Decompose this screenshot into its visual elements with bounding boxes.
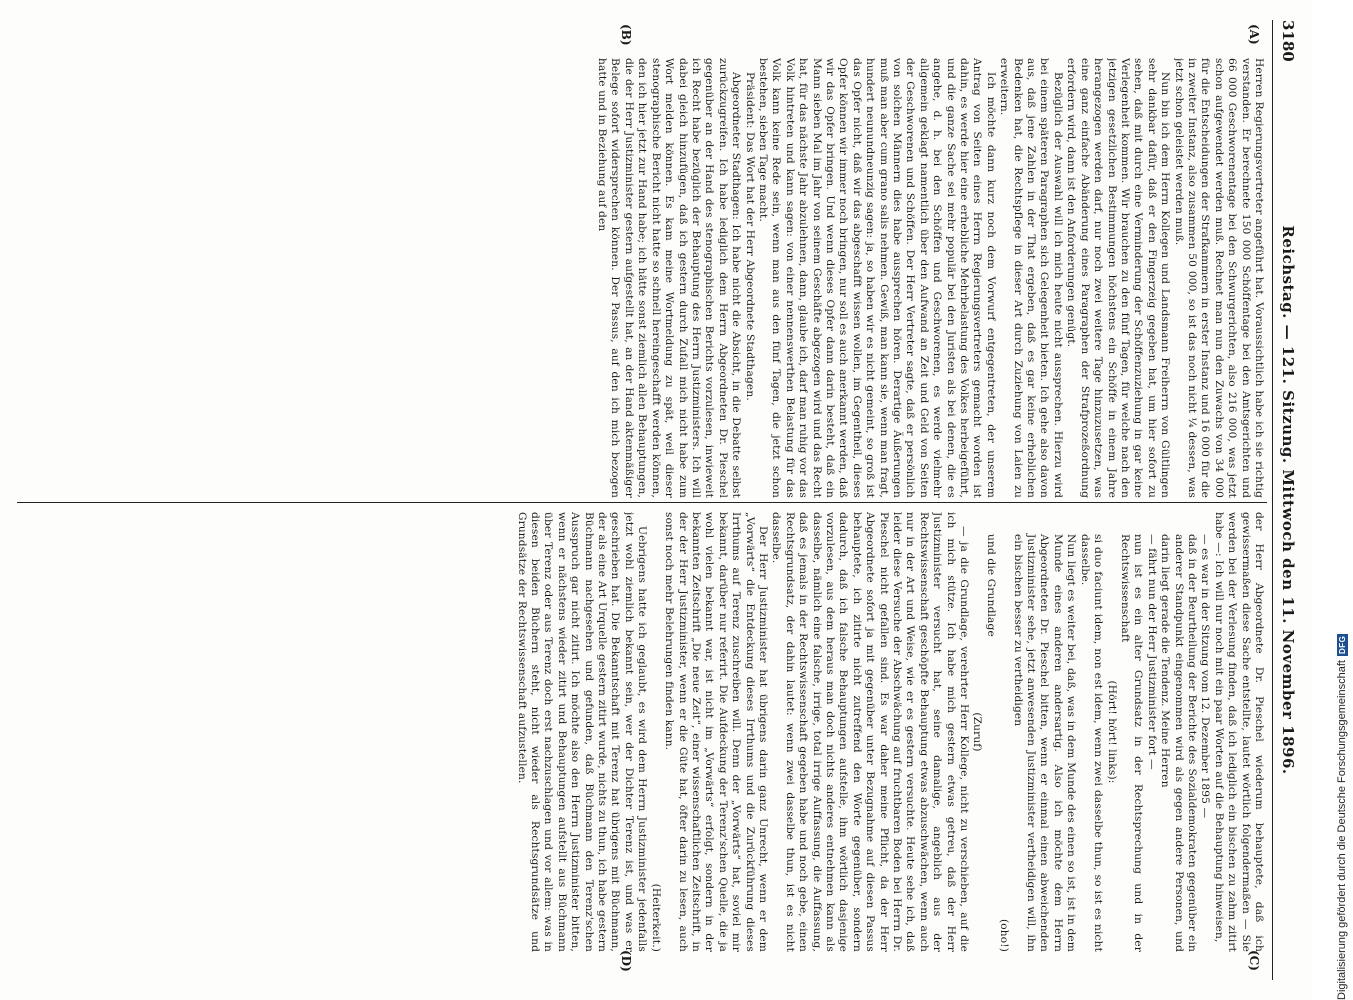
- margin-marker-d: (D): [619, 950, 633, 972]
- digitization-credit: [1336, 634, 1348, 1000]
- left-column: [20, 58, 1265, 498]
- page-number: 3180: [1279, 20, 1297, 62]
- credit-text: Digitalisierung gefördert durch die Deutsche Forschungsgemeinschaft: [1336, 660, 1348, 1000]
- speaker-paragraph: Abgeordneter Stadthagen: Ich habe nicht die Absicht, in die Debatte selbst zurückzugreifen. Ich habe lediglich dem Herrn Abgeordneten Dr. Pieschel gegenüber an der Hand des stenographischen Berichts vorzulesen, inwieweit ich Recht habe bezüglich der Behauptung des Herrn Justizministers. Ich will dabei gleich hinzufügen, daß ich gestern durch Zufall mich nicht habe zum Wort melden können. Es kam meine Wortmeldung zu spät, weil dieser stenographische Bericht nicht hatte so schnell hereingeschafft werden können, den ich hier jetzt zur Hand habe; ich hätte sonst ziemlich allen Behauptungen, die der Herr Justizminister gestern aufgestellt hat, an der Hand aktenmäßiger Belege sofort widersprechen können. Der Passus, auf den ich mich bezogen hatte und in Beziehung auf den: [596, 58, 743, 498]
- quotation: si duo faciunt idem, non est idem, wenn zwei dasselbe thun, so ist es nicht dasselbe.: [1078, 534, 1105, 952]
- right-column: [20, 512, 1265, 952]
- margin-marker-a: (A): [1247, 24, 1261, 45]
- paragraph: Herren Regierungsvertreter angeführt hat. Voraussichtlich habe ich sie richtig verstanden. Er berechnete 150 000 Schöffentage bei den Amtsgerichten und 66 000 Geschworenentage bei den Schwurgerichten, also 216 000, was jetzt schon aufgewendet werden muß. Rechnet man nun den Zuwachs von 34 000 für die Entscheidungen der Strafkammern in erster Instanz und 16 000 für die in zweiter Instanz, also zusammen 50 000, so ist das noch nicht ¼ dessen, was jetzt schon geleistet werden muß.: [1172, 58, 1265, 498]
- quotation: und die Grundlage: [984, 534, 997, 637]
- paragraph: Ich möchte dann kurz noch dem Vorwurf entgegentreten, der unserem Antrag von Seiten eines Herrn Regierungsvertreters gemacht worden ist dahin, es werde hier eine erhebliche Mehrbelastung des Volkes herbeigeführt, und die ganze Sache sei mehr populär bei den Juristen als bei denen, die es angehe, d. h. bei den Schöffen und Geschworenen, es werde vielmehr allgemein geklagt namentlich über den Aufwand an Zeit und Geld von Seiten der Geschworenen und Schöffen. Der Herr Vertreter sagte, daß er persönlich von solchen Männern dies habe aussprechen hören. Derartige Äußerungen muß man aber cum grano salis nehmen. Gewiß, man kann sie, wenn man fragt, hundert neunundneunzig sagen: ja, so haben wir es nicht gemeint, so groß ist das Opfer nicht, daß wir das abgeschafft wissen wollen, im Gegentheil, dieses Opfer können wir immer noch bringen, nur soll es auch anerkannt werden, daß wir das Opfer bringen. Und wenn dieses Opfer dann darin besteht, daß ein Mann sieben Mal im Jahr von seinem Geschäfte abgezogen wird und das Recht hat, für das nächste Jahr abzulehnen, dann, glaube ich, darf man ruhig vor das Volk hintreten und kann sagen: von einer nennenswerthen Belastung für das Volk kann keine Rede sein, wenn man aus den fünf Tagen, die jetzt schon bestehen, sieben Tage macht.: [756, 58, 997, 498]
- column-divider: [17, 502, 1267, 503]
- paragraph: — ja die Grundlage, verehrter Herr Kollege, nicht zu verschieben, auf die ich mich stütze. Ich habe mich gestern etwas getreu, daß der Herr Justizminister versucht hat, seine damalige, angeblich aus der Rechtswissenschaft geschöpfte Behauptung etwas abzuschwächen, wenn auch nur in der Art und Weise, wie er es gestern versuchte. Heute sehe ich, daß leider diese Versuche der Abschwächung auf fruchtbaren Boden bei Herrn Dr. Pieschel nicht gefallen sind. Es war daher meine Pflicht, da der Herr Abgeordnete sofort ja mit gegenüber unter Bezugnahme auf diesen Passus behauptete, ich zitirte nicht zutreffend den Worte gegenüber, sondern dadurch, daß ich falsche Behauptungen aufstelle, ihm wörtlich dasjenige vorzulesen, aus dem heraus man doch nichts anderes entnehmen kann als dasselbe, nämlich eine falsche, irrige, total irrige Auffassung, die Auffassung, daß es jemals in der Rechtswissenschaft gegeben habe und noch gebe, einen Rechtsgrundsatz, der dahin lautet: wenn zwei dasselbe thun, ist es nicht dasselbe.: [770, 512, 971, 952]
- margin-marker-c: (C): [1247, 950, 1261, 971]
- quotation: Nun liegt es weiter bei, daß, was in dem Munde des einen so ist, ist in dem Munde eines anderen andersartig. Also ich möchte dem Herrn Abgeordneten Dr. Pieschel bitten, wenn er einmal einen abweichenden Justizminister sehe, jetzt anwesenden Justizminister vertheidigen will, ihn ein bischen besser zu vertheidigen: [1011, 534, 1078, 952]
- margin-marker-b: (B): [619, 24, 633, 46]
- paragraph: der Herr Abgeordnete Dr. Pieschel wiederum behauptete, daß ich gewissermaßen diese Sache entstellte, lautet wörtlich folgendermaßen — Sie werden bei der Verlesung finden, daß ich lediglich ein bischen zu zahm zitirt habe —: Ich will nur noch mit ein paar Worten auf die Behauptung hinweisen,: [1212, 512, 1265, 952]
- interjection: (Hört! hört! links):: [1105, 680, 1118, 784]
- interjection: (Zuruf): [971, 712, 984, 752]
- header-rule: [1272, 20, 1273, 980]
- paragraph: Nun bin ich dem Herrn Kollegen und Landsmann Freiherrn von Gültlingen sehr dankbar dafür, daß er den Fingerzeig gegeben hat, um hier sofort zu sehen, daß mit durch eine Verminderung der Schöffenzuziehung in gar keine Verlegenheit kommen. Wir brauchen zu den fünf Tagen, für welche nach den jetzigen gesetzlichen Bestimmungen höchstens ein Schöffe in einem Jahre herangezogen werden darf, nur noch zwei weitere Tage hinzuzusetzen, was eine ganz einfache Abänderung eines Paragraphen der Strafprozeßordnung erfordern wird, dann ist den Anforderungen genügt.: [1065, 58, 1172, 498]
- paragraph: Der Herr Justizminister hat übrigens darin ganz Unrecht, wenn er dem „Vorwärts“ die Entdeckung dieses Irrthums und die Zurückführung dieses Irrthums auf Terenz zuschreiben will. Denn der „Vorwärts“ hat, soviel mir bekannt, darüber nur referirt. Die Aufdeckung der Terenz'schen Quelle, die ja wohl vielen bekannt war, ist nicht im „Vorwärts“ erfolgt, sondern in der bekannten Zeitschrift „Die neue Zeit“, einer wissenschaftlichen Zeitschrift, in der der Herr Justizminister, wenn er die Güte hat, öfter darin zu lesen, auch sonst noch mehr Belehrungen finden kann.: [663, 512, 769, 952]
- president-remark: Präsident: Das Wort hat der Herr Abgeordnete Stadthagen.: [743, 72, 756, 401]
- interjection: (oho!): [998, 918, 1011, 952]
- paragraph: Uebrigens hatte ich geglaubt, es wird dem Herrn Justizminister jedenfalls jetzt wohl ziemlich bekannt sein, wer der Dichter Terenz ist, und was er geschrieben hat. Die Bekanntschaft mit Terenz hat übrigens mit Büchmann, der als eine Art Urquelle gestern zitirt wurde, nichts zu thun, ich habe gestern Büchmann nachgesehen und gefunden, daß Büchmann den Terenz'schen Ausspruch gar nicht zitirt. Ich möchte also den Herrn Justizminister bitten, wenn er nächstens wieder zitirt und Behauptungen aufstellt aus Büchmann über Terenz oder aus Terenz doch erst nachzuschlagen und vor allem: was in diesen beiden Büchern steht, nicht wieder als Rechtsgrundsätze und Grundsätze der Rechtswissenschaft aufzustellen.: [515, 512, 649, 952]
- aside: — es war in der Sitzung vom 12. Dezember 1895 —: [1199, 534, 1212, 819]
- quotation: daß in der Beurtheilung der Berichte des Sozialdemokraten gegenüber ein anderer Standpunkt eingenommen wird als gegen andere Personen, und darin liegt gerade die Tendenz. Meine Herren: [1159, 534, 1198, 952]
- running-title: Reichstag. — 121. Sitzung. Mittwoch den 11. November 1896.: [1279, 225, 1297, 775]
- interjection: (Heiterkeit.): [649, 883, 662, 952]
- paragraph: Bezüglich der Auswahl will ich mich heute nicht aussprechen. Hierzu wird bei einem späteren Paragraphen sich Gelegenheit bieten. Ich gehe also davon aus, daß jene Zahlen in der That ergeben, daß es gar keine erheblichen Bedenken hat, die Rechtspflege in dieser Art durch Zuziehung von Laien zu erweitern.: [998, 58, 1064, 498]
- dfg-logo-icon: DFG: [1337, 635, 1347, 655]
- quotation: nun ist es ein alter Grundsatz in der Rechtsprechung und in der Rechtswissenschaft: [1118, 534, 1145, 952]
- page-header: [1273, 20, 1299, 980]
- aside: — fährt nun der Herr Justizminister fort —: [1145, 534, 1158, 770]
